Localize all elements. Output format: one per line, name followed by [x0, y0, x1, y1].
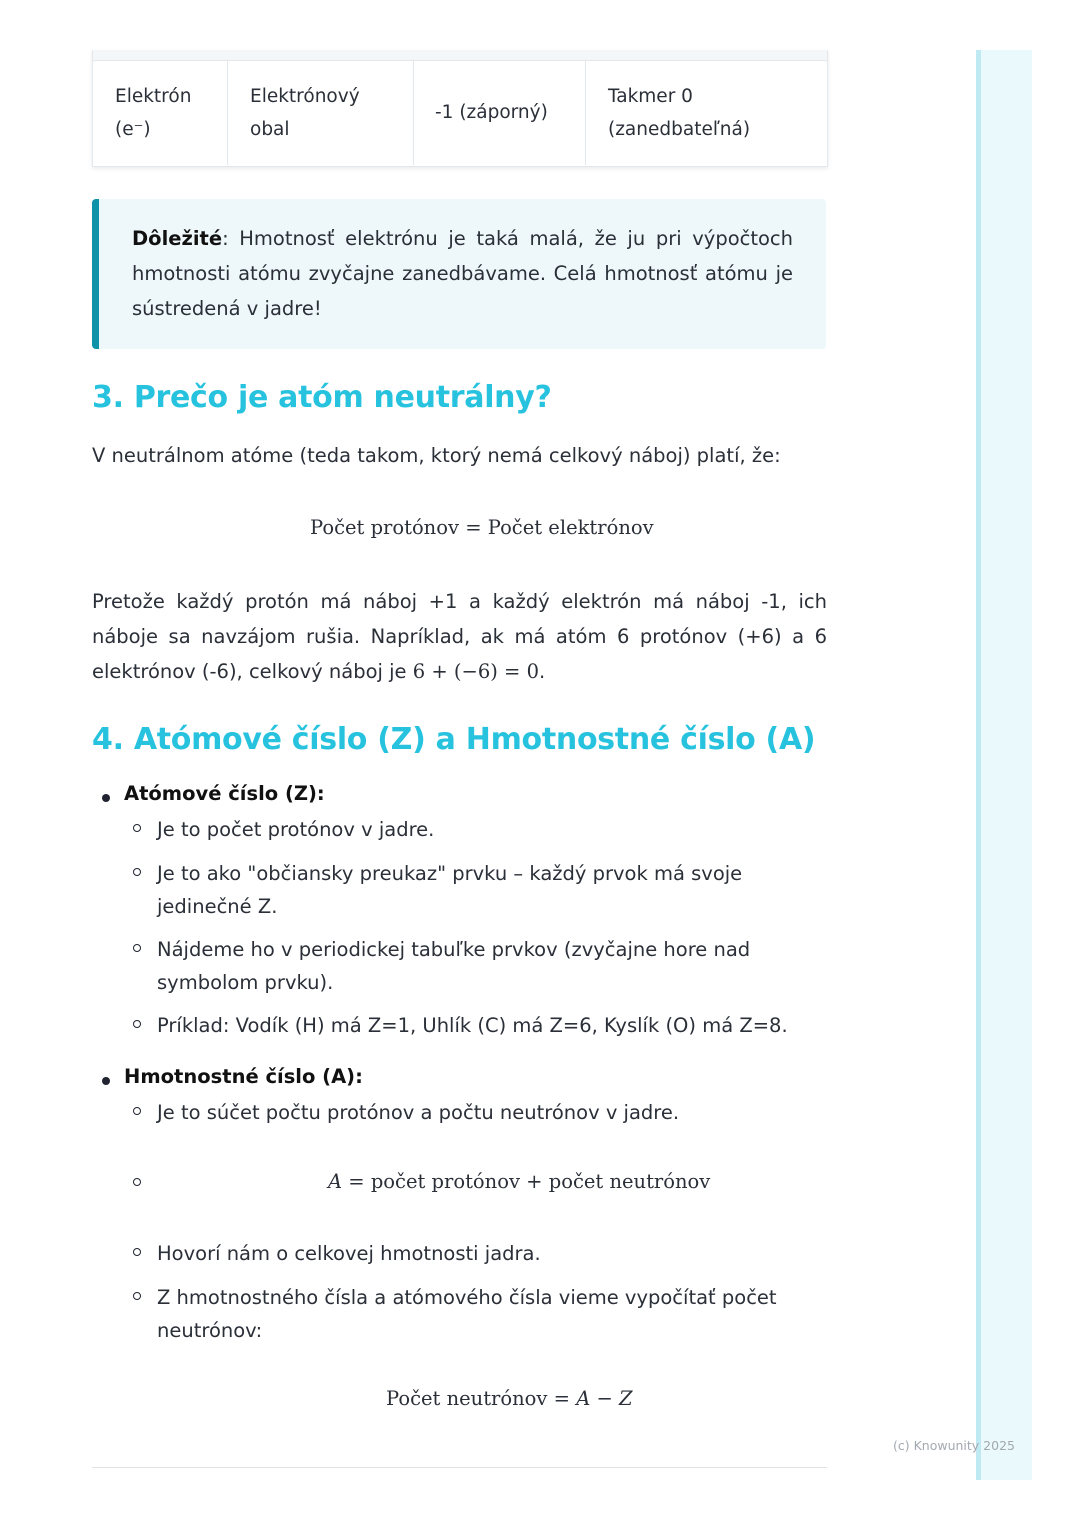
cell-line: Takmer 0	[608, 85, 693, 107]
neutron-lhs: Počet neutrónov =	[386, 1387, 577, 1410]
bottom-divider	[92, 1467, 827, 1468]
formula-rest: = počet protónov + počet neutrónov	[342, 1170, 711, 1193]
table-cell-mass	[586, 60, 827, 165]
z-title: Atómové číslo (Z):	[124, 782, 325, 805]
section-4-title: 4. Atómové číslo (Z) a Hmotnostné číslo (A)	[92, 722, 816, 757]
circle-bullet-icon	[133, 824, 141, 832]
important-callout	[92, 199, 826, 349]
particle-table	[92, 50, 828, 167]
list-item: Nájdeme ho v periodickej tabuľke prvkov (zvyčajne hore nad symbolom prvku).	[157, 938, 751, 994]
circle-bullet-icon	[133, 1248, 141, 1256]
section-3-title: 3. Prečo je atóm neutrálny?	[92, 380, 552, 415]
list-item: Hovorí nám o celkovej hmotnosti jadra.	[157, 1242, 541, 1265]
neutron-rhs: A − Z	[576, 1387, 633, 1410]
cell-line: obal	[250, 118, 290, 140]
list-item: Z hmotnostného čísla a atómového čísla vieme vypočítať počet neutrónov:	[157, 1286, 777, 1342]
a-title: Hmotnostné číslo (A):	[124, 1065, 363, 1088]
callout-bold: Dôležité	[132, 227, 223, 250]
table-cell-particle	[93, 60, 228, 165]
circle-bullet-icon	[133, 944, 141, 952]
table-cell-charge	[414, 60, 586, 165]
neutron-formula	[386, 1387, 633, 1410]
para-math: 6 + (−6) = 0	[412, 660, 539, 683]
cell-line: (e⁻)	[115, 118, 151, 140]
para-end: .	[539, 660, 546, 683]
list-item: Je to ako "občiansky preukaz" prvku – každý prvok má svoje jedinečné Z.	[157, 862, 743, 918]
list-item: Je to súčet počtu protónov a počtu neutrónov v jadre.	[157, 1101, 680, 1124]
circle-bullet-icon	[133, 1292, 141, 1300]
circle-bullet-icon	[133, 1107, 141, 1115]
formula-var: A	[328, 1170, 343, 1193]
copyright: (c) Knowunity 2025	[893, 1438, 1015, 1453]
section-3-intro: V neutrálnom atóme (teda takom, ktorý nemá celkový náboj) platí, že:	[92, 444, 781, 467]
para-text: Pretože každý protón má náboj +1 a každý elektrón má náboj -1, ich náboje sa navzájom rušia. Napríklad, ak má atóm 6 protónov (+6) a 6 elektrónov (-6), celkový náboj je	[92, 590, 827, 683]
list-item: Príklad: Vodík (H) má Z=1, Uhlík (C) má Z=6, Kyslík (O) má Z=8.	[157, 1014, 788, 1037]
section-3-paragraph	[92, 584, 827, 689]
circle-bullet-icon	[133, 868, 141, 876]
neutral-formula: Počet protónov = Počet elektrónov	[310, 516, 654, 539]
list-item: Je to počet protónov v jadre.	[157, 818, 435, 841]
side-decor-panel	[976, 50, 1032, 1480]
circle-bullet-icon	[133, 1020, 141, 1028]
bullet-icon	[102, 794, 110, 802]
circle-bullet-icon	[133, 1178, 141, 1186]
mass-number-formula	[328, 1170, 710, 1193]
cell-line: (zanedbateľná)	[608, 118, 751, 140]
callout-text: : Hmotnosť elektrónu je taká malá, že ju pri výpočtoch hmotnosti atómu zvyčajne zanedbávame. Celá hmotnosť atómu je sústredená v jadre!	[132, 227, 793, 320]
side-decor-line	[976, 50, 981, 1480]
cell-line: Elektrón	[115, 85, 192, 107]
cell-line: Elektrónový	[250, 85, 360, 107]
table-cell-location	[228, 60, 414, 165]
cell-line: -1 (záporný)	[435, 102, 548, 123]
bullet-icon	[102, 1077, 110, 1085]
